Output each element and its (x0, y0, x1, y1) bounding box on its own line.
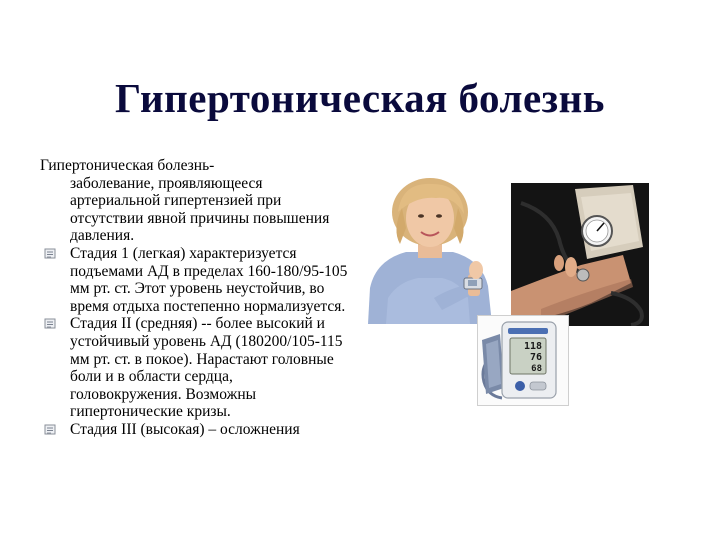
bullet-item-stage-3 (40, 421, 348, 439)
slide-body (40, 157, 348, 439)
intro-paragraph (40, 157, 348, 245)
bullet-icon (44, 424, 56, 435)
cuff-illustration (511, 183, 649, 326)
digital-monitor-photo (477, 315, 569, 406)
monitor-pulse: 68 (531, 364, 542, 374)
bullet-icon (44, 248, 56, 259)
intro-continuation: заболевание, проявляющееся артериальной гипертензией при отсутствии явной причины повышения давления. (70, 174, 330, 245)
bullet-text: Стадия III (высокая) – осложнения (70, 420, 300, 438)
bullet-item-stage-2 (40, 315, 348, 421)
bullet-text: Стадия 1 (легкая) характеризуется подъемами АД в пределах 160-180/95-105 мм рт. ст. Этот уровень неустойчив, во время отдыха постепенно нормализуется. (70, 244, 348, 315)
woman-illustration (358, 178, 501, 324)
blood-pressure-cuff-photo (511, 183, 649, 326)
monitor-systolic: 118 (523, 341, 542, 352)
bullet-item-stage-1 (40, 245, 348, 315)
slide-title: Гипертоническая болезнь (115, 75, 605, 121)
monitor-diastolic: 76 (529, 352, 542, 363)
monitor-illustration (478, 316, 568, 405)
intro-first-line: Гипертоническая болезнь- (40, 157, 215, 174)
bullet-text: Стадия II (средняя) -- более высокий и устойчивый уровень АД (180200/105-115 мм рт. ст. в покое). Нарастают головные боли и в области сердца, головокружения. Возможны гипертонические кризы. (70, 315, 343, 421)
woman-photo (358, 178, 501, 324)
bullet-icon (44, 318, 56, 329)
